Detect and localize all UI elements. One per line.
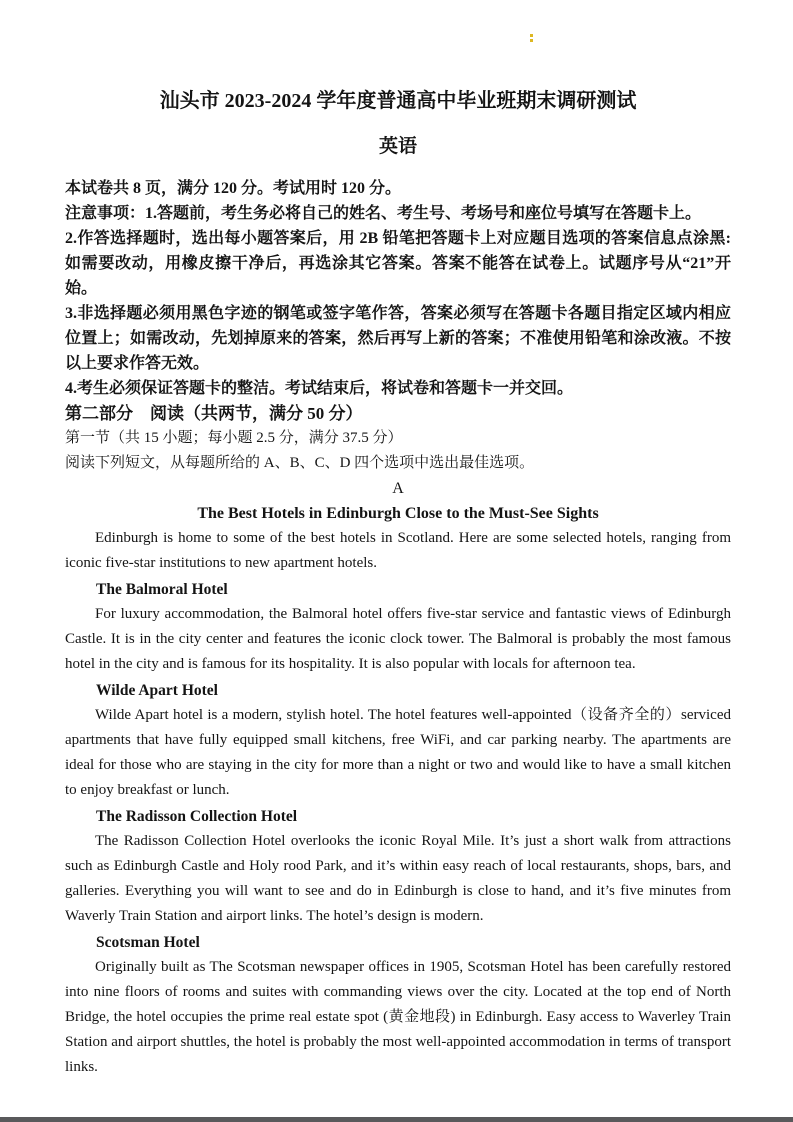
watermark-dot [530,34,533,37]
hotel-description: Wilde Apart hotel is a modern, stylish hotel. The hotel features well-appointed（设备齐全的）serviced apartments that have fully equipped small kitchens, free WiFi, and car parking nearby. The apartments are ideal for those who are staying in the city for more than a night or two and would like to have a small kitchen to enjoy breakfast or lunch. [65,707,731,798]
passage-intro: Edinburgh is home to some of the best hotels in Scotland. Here are some selected hotels, ranging from iconic five-star institutions to new apartment hotels. [65,530,731,571]
hotel-description: Originally built as The Scotsman newspaper offices in 1905, Scotsman Hotel has been carefully restored into nine floors of rooms and suites with commanding views over the city. Located at the top end of North Bridge, the hotel occupies the prime real estate spot (黄金地段) in Edinburgh. Easy access to Waverley Train Station and airport shuttles, the hotel is probably the most well-appointed accommodation in terms of transport links. [65,959,731,1075]
hotel-name: The Radisson Collection Hotel [96,808,298,825]
section-one-note: 第一节（共 15 小题；每小题 2.5 分，满分 37.5 分） [65,430,403,446]
notice-line: 注意事项：1.答题前，考生务必将自己的姓名、考生号、考场号和座位号填写在答题卡上。 [65,205,702,222]
reading-directions: 阅读下列短文，从每题所给的 A、B、C、D 四个选项中选出最佳选项。 [65,455,535,471]
exam-subject: 英语 [378,136,417,157]
hotel-name: Wilde Apart Hotel [96,682,218,699]
passage-title: The Best Hotels in Edinburgh Close to the Must-See Sights [197,505,599,522]
hotel-description: For luxury accommodation, the Balmoral hotel offers five-star service and fantastic views of Edinburgh Castle. It is in the city center and features the iconic clock tower. The Balmoral is probably the most famous hotel in the city and is famous for its hospitality. It is also popular with locals for afternoon tea. [65,606,731,672]
instruction-item-3: 3.非选择题必须用黑色字迹的钢笔或签字笔作答，答案必须写在答题卡各题目指定区域内相应位置上；如需改动，先划掉原来的答案，然后再写上新的答案；不准使用铅笔和涂改液。不按以上要求作答无效。 [65,305,731,372]
hotel-name: The Balmoral Hotel [96,581,228,598]
hotel-description: The Radisson Collection Hotel overlooks the iconic Royal Mile. It’s just a short walk from attractions such as Edinburgh Castle and Holy rood Park, and it’s within easy reach of local restaurants, shops, bars, and galleries. Everything you will want to see and do in Edinburgh is close to hand, and it’s five minutes from Waverly Train Station and airport links. The hotel’s design is modern. [65,833,731,924]
instruction-item-2: 2.作答选择题时，选出每小题答案后，用 2B 铅笔把答题卡上对应题目选项的答案信息点涂黑:如需要改动，用橡皮擦干净后，再选涂其它答案。答案不能答在试卷上。试题序号从“21”开始。 [65,230,731,297]
passage-label: A [392,480,404,497]
instruction-item-4: 4.考生必须保证答题卡的整洁。考试结束后，将试卷和答题卡一并交回。 [65,380,574,397]
hotel-name: Scotsman Hotel [96,934,200,951]
exam-title: 汕头市 2023-2024 学年度普通高中毕业班期末调研测试 [159,90,637,112]
part-two-heading: 第二部分 阅读（共两节，满分 50 分） [65,404,363,423]
page-bottom-bar [0,1117,793,1122]
exam-info-line: 本试卷共 8 页，满分 120 分。考试用时 120 分。 [65,180,402,197]
